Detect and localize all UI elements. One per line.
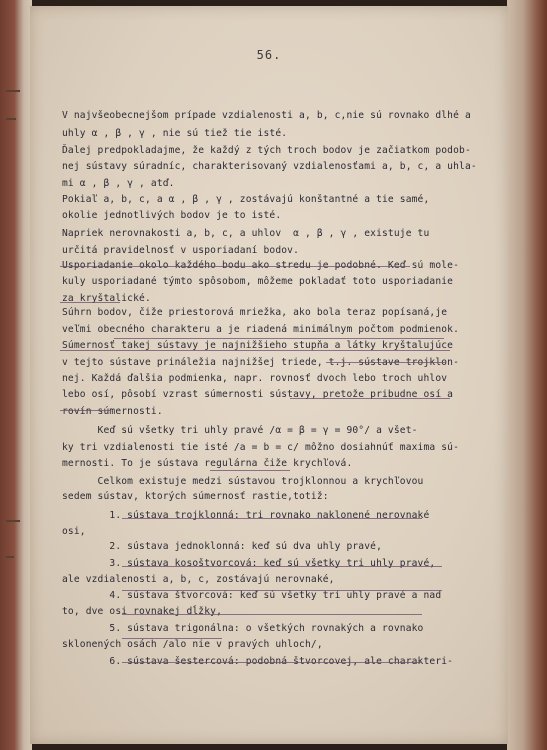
text-line: osi, bbox=[62, 526, 86, 537]
text-line: rovín súmernosti. bbox=[62, 406, 163, 417]
pencil-underline bbox=[122, 590, 442, 591]
text-line: sedem sústav, ktorých súmernosť rastie,totiž: bbox=[62, 491, 329, 502]
spine-mark bbox=[6, 90, 20, 92]
text-line: sklonených osách /alo nie v pravých uhloch/, bbox=[62, 639, 323, 650]
text-line: 6. sústava šestercová: podobná štvorcovej, ale charakteri- bbox=[62, 656, 454, 667]
text-line: 4. sústava štvorcová: keď sú všetky tri uhly pravé a nad bbox=[62, 590, 442, 601]
text-line: ale vzdialenosti a, b, c, zostávajú nerovnaké, bbox=[62, 574, 335, 585]
spine-mark bbox=[6, 556, 14, 558]
text-line: Súmernosť takej sústavy je najnižšieho stupňa a látky kryštalujúce bbox=[62, 340, 454, 351]
text-line: Usporiadanie okolo každého bodu ako stredu je podobné. Keď sú mole- bbox=[62, 260, 460, 271]
text-line: veľmi obecného charakteru a je riadená minimálnym počtom podmienok. bbox=[62, 324, 460, 335]
text-line: to, dve osi rovnakej dĺžky, bbox=[62, 606, 222, 617]
pencil-underline bbox=[60, 410, 110, 411]
pencil-underline bbox=[122, 566, 442, 567]
text-line: Súhrn bodov, čiže priestorová mriežka, ako bola teraz popísaná,je bbox=[62, 307, 448, 318]
text-line: v tejto sústave prináležia najnižšej triede, t.j. sústave trojklon- bbox=[62, 357, 460, 368]
text-line: za kryštalické. bbox=[62, 293, 151, 304]
page-number: 56. bbox=[256, 48, 282, 62]
pencil-underline bbox=[122, 614, 422, 615]
text-line: určitá pravidelnosť v usporiadaní bodov. bbox=[62, 245, 300, 256]
text-line: 2. sústava jednoklonná: keď sú dva uhly pravé, bbox=[62, 541, 382, 552]
text-line: 5. sústava trigonálna: o všetkých rovnakých a rovnako bbox=[62, 623, 424, 634]
text-line: 1. sústava trojklonná: tri rovnako naklonené nerovnaké bbox=[62, 510, 430, 521]
text-line: mernosti. To je sústava regulárna čiže krychľová. bbox=[62, 458, 353, 469]
text-line: Napriek nerovnakosti a, b, c, a uhlov α , β , γ , existuje tu bbox=[62, 228, 430, 239]
pencil-underline bbox=[60, 302, 120, 303]
pencil-underline bbox=[114, 338, 444, 339]
text-line: kuly usporiadané týmto spôsobom, môžeme pokladať toto usporiadanie bbox=[62, 276, 454, 287]
pencil-underline bbox=[122, 662, 422, 663]
pencil-underline bbox=[290, 398, 450, 399]
book-spine bbox=[0, 0, 32, 750]
document-page bbox=[30, 6, 508, 744]
spine-mark bbox=[6, 118, 16, 120]
text-line: okolie jednotlivých bodov je to isté. bbox=[62, 210, 282, 221]
pencil-underline bbox=[60, 350, 450, 351]
pencil-underline bbox=[210, 470, 290, 471]
pencil-underline bbox=[122, 638, 222, 639]
text-line: Celkom existuje medzi sústavou trojklonnou a krychľovou bbox=[62, 476, 424, 487]
pencil-underline bbox=[60, 266, 410, 267]
text-line: Keď sú všetky tri uhly pravé /α = β = γ = 90°/ a všet- bbox=[62, 425, 418, 436]
text-line: uhly α , β , γ , nie sú tiež tie isté. bbox=[62, 128, 288, 139]
text-line: V najvšeobecnejšom prípade vzdialenosti a, b, c,nie sú rovnako dlhé a bbox=[62, 110, 471, 121]
text-line: ky tri vzdialenosti tie isté /a = b = c/ môžno dosiahnúť maxima sú- bbox=[62, 442, 460, 453]
text-line: Pokiaľ a, b, c, a α , β , γ , zostávajú konštantné a tie samé, bbox=[62, 194, 430, 205]
text-line: Ďalej predpokladajme, že každý z tých troch bodov je začiatkom podob- bbox=[62, 145, 471, 156]
text-line: mi α , β , γ , atď. bbox=[62, 178, 175, 189]
pencil-underline bbox=[122, 518, 422, 519]
pencil-underline bbox=[326, 362, 446, 363]
text-line: 3. sústava kosoštvorcová: keď sú všetky tri uhly pravé, bbox=[62, 558, 436, 569]
text-line: nej. Každá ďalšia podmienka, napr. rovnosť dvoch lebo troch uhlov bbox=[62, 373, 448, 384]
text-line: lebo osí, pôsobí vzrast súmernosti sústavy, pretože pribudne osí a bbox=[62, 389, 454, 400]
book-page-edges bbox=[507, 0, 547, 750]
spine-mark bbox=[6, 520, 20, 522]
text-line: nej sústavy súradníc, charakterisovaný vzdialenosťami a, b, c, a uhla- bbox=[62, 161, 477, 172]
